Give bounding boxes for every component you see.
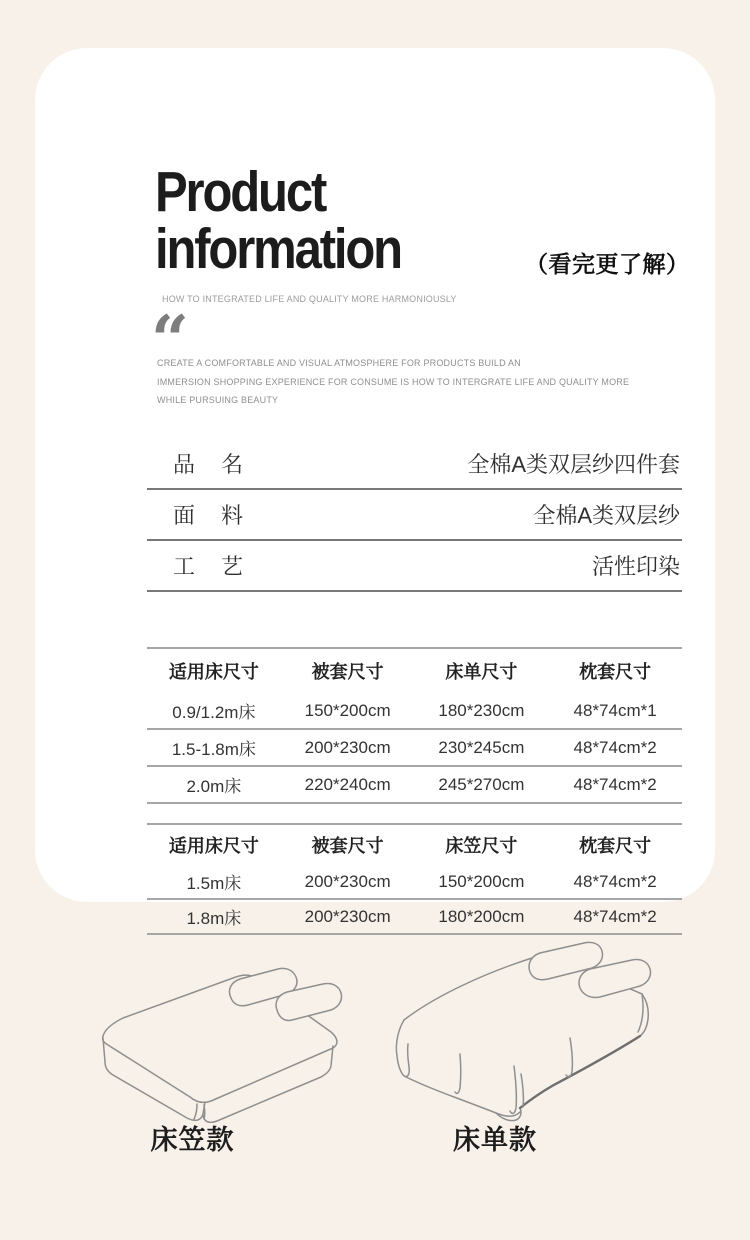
table-cell: 1.8m床 [186,909,242,928]
table-cell: 1.5-1.8m床 [171,740,256,759]
spec-label: 品 名 [173,452,246,477]
table-cell: 150*200cm [304,700,391,720]
bed-style-label-flat: 床单款 [453,1125,537,1155]
title-side-note: （看完更了解） [525,251,690,277]
table-cell: 48*74cm*1 [573,700,657,720]
table-cell: 180*200cm [438,906,525,926]
column-header: 适用床尺寸 [168,662,259,682]
page-title-line-2: information [155,217,401,281]
info-card [35,48,715,928]
table-cell: 200*230cm [304,906,391,926]
quote-line: CREATE A COMFORTABLE AND VISUAL ATMOSPHERE FOR PRODUCTS BUILD AN [157,358,521,368]
column-header: 被套尺寸 [311,662,384,682]
table-cell: 180*230cm [438,700,525,720]
quote-line: WHILE PURSUING BEAUTY [157,395,279,405]
table-row [147,730,682,767]
spec-value: 活性印染 [591,554,680,579]
table-row [147,693,682,730]
column-header: 枕套尺寸 [579,662,652,682]
spec-value: 全棉A类双层纱四件套 [467,452,680,477]
quote-paragraph [157,354,630,410]
page-title-line-1: Product [155,160,326,224]
table-cell: 200*230cm [304,737,391,757]
bed-style-label-fitted: 床笠款 [150,1125,235,1155]
spec-row-name [147,439,682,490]
spec-value: 全棉A类双层纱 [533,503,680,528]
size-table-flat-sheet [147,647,682,804]
column-header: 床笠尺寸 [445,836,518,856]
table-row [147,865,682,900]
table-cell: 220*240cm [304,774,391,794]
spec-label: 面 料 [173,503,246,528]
spec-list [147,439,682,592]
table-cell: 48*74cm*2 [573,737,657,757]
table-cell: 150*200cm [438,871,525,891]
table-cell: 1.5m床 [186,874,242,893]
table-cell: 230*245cm [438,737,525,757]
table-row [147,767,682,804]
column-header: 被套尺寸 [311,836,384,856]
table-cell: 200*230cm [304,871,391,891]
size-table-header-row [147,649,682,693]
column-header: 适用床尺寸 [168,836,259,856]
column-header: 枕套尺寸 [579,836,652,856]
spec-label: 工 艺 [173,554,246,579]
fitted-sheet-bed-icon [95,958,355,1123]
page-title [155,160,401,281]
table-cell: 245*270cm [438,774,525,794]
table-cell: 0.9/1.2m床 [172,703,256,722]
spec-row-fabric [147,490,682,541]
table-cell: 2.0m床 [186,777,242,796]
table-cell: 48*74cm*2 [573,871,657,891]
column-header: 床单尺寸 [445,662,518,682]
size-table-fitted-sheet [147,823,682,935]
flat-sheet-bed-icon [390,928,680,1128]
spec-row-craft [147,541,682,592]
table-cell: 48*74cm*2 [573,906,657,926]
title-subtitle: HOW TO INTEGRATED LIFE AND QUALITY MORE HARMONIOUSLY [162,294,457,304]
size-table-header-row [147,825,682,865]
quote-line: IMMERSION SHOPPING EXPERIENCE FOR CONSUME IS HOW TO INTERGRATE LIFE AND QUALITY MORE [157,376,630,387]
table-cell: 48*74cm*2 [573,774,657,794]
quote-icon: “ [151,310,189,356]
